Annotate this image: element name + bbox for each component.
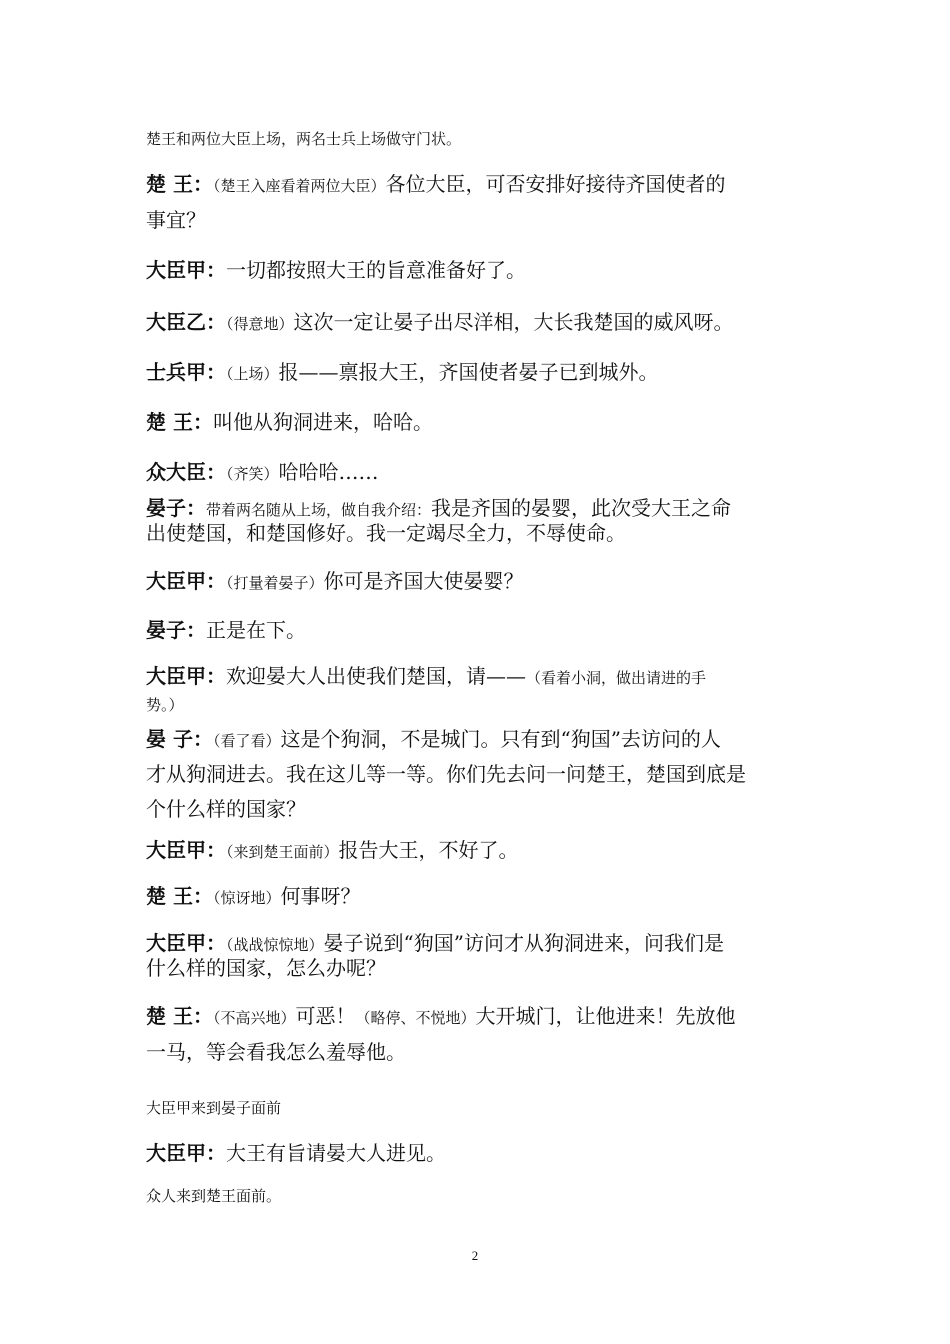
dialogue-text: 欢迎晏大人出使我们楚国，请—— <box>226 664 526 688</box>
dialogue-text: 你可是齐国大使晏婴？ <box>323 569 524 593</box>
speaker-label: 晏 子： <box>146 727 213 751</box>
speaker-label: 大臣甲： <box>146 569 226 593</box>
dialogue-text: 大王有旨请晏大人进见。 <box>226 1141 446 1165</box>
speaker-label: 楚 王： <box>146 410 213 434</box>
speaker-label: 晏子： <box>146 496 206 520</box>
dialogue-text: 我是齐国的晏婴，此次受大王之命 <box>431 496 732 520</box>
dialogue-line <box>146 727 816 753</box>
dialogue-continuation: 个什么样的国家？ <box>146 797 306 821</box>
dialogue-line <box>146 310 816 336</box>
stage-direction: （楚王入座看着两位大臣） <box>212 177 386 195</box>
speaker-label: 大臣乙： <box>146 310 226 334</box>
speaker-label: 大臣甲： <box>146 931 226 955</box>
stage-direction: （得意地） <box>226 315 294 333</box>
dialogue-text: 这次一定让晏子出尽洋相，大长我楚国的威风呀。 <box>293 310 734 334</box>
page-number: 2 <box>471 1248 479 1263</box>
speaker-label: 晏子： <box>146 618 206 642</box>
dialogue-line <box>146 1141 816 1165</box>
stage-direction-line: 众人来到楚王面前。 <box>146 1187 282 1205</box>
dialogue-text: 可恶！ <box>295 1004 356 1028</box>
dialogue-continuation: 出使楚国，和楚国修好。我一定竭尽全力，不辱使命。 <box>146 521 626 545</box>
stage-direction: （略停、不悦地） <box>355 1009 476 1027</box>
dialogue-continuation: 一马，等会看我怎么羞辱他。 <box>146 1040 406 1064</box>
dialogue-line <box>146 496 816 522</box>
dialogue-line <box>146 360 816 386</box>
speaker-label: 楚 王： <box>146 884 213 908</box>
dialogue-text: 正是在下。 <box>206 618 306 642</box>
dialogue-text: 报告大王，不好了。 <box>338 838 519 862</box>
speaker-label: 楚 王： <box>146 172 213 196</box>
speaker-label: 大臣甲： <box>146 1141 226 1165</box>
speaker-label: 大臣甲： <box>146 664 226 688</box>
dialogue-line <box>146 884 816 910</box>
dialogue-text: 哈哈哈…… <box>278 460 379 484</box>
stage-direction: （看了看） <box>212 732 281 750</box>
stage-direction: （战战惊惊地） <box>226 936 324 954</box>
stage-direction: （齐笑） <box>226 465 279 483</box>
speaker-label: 士兵甲： <box>146 360 226 384</box>
dialogue-text: 各位大臣，可否安排好接待齐国使者的 <box>385 172 726 196</box>
dialogue-text: 何事呀？ <box>280 884 361 908</box>
dialogue-continuation: 事宜？ <box>146 208 206 232</box>
dialogue-text: 这是个狗洞，不是城门。只有到“狗国”去访问的人 <box>280 727 721 751</box>
dialogue-line <box>146 838 816 864</box>
dialogue-text: 晏子说到“狗国”访问才从狗洞进来，问我们是 <box>323 931 724 955</box>
dialogue-line <box>146 931 816 957</box>
dialogue-line <box>146 410 816 434</box>
stage-direction: （来到楚王面前） <box>226 843 339 861</box>
stage-direction: （不高兴地） <box>212 1009 296 1027</box>
stage-direction: （看着小洞，做出请进的手 <box>526 669 707 687</box>
dialogue-text: 大开城门，让他进来！先放他 <box>475 1004 736 1028</box>
dialogue-line <box>146 460 816 486</box>
stage-direction: 带着两名随从上场，做自我介绍： <box>206 501 432 519</box>
dialogue-line <box>146 618 816 642</box>
speaker-label: 大臣甲： <box>146 258 226 282</box>
dialogue-text: 叫他从狗洞进来，哈哈。 <box>212 410 433 434</box>
dialogue-text: 报——禀报大王，齐国使者晏子已到城外。 <box>278 360 659 384</box>
dialogue-line <box>146 664 816 690</box>
dialogue-line <box>146 1004 816 1030</box>
speaker-label: 大臣甲： <box>146 838 226 862</box>
dialogue-line <box>146 258 816 282</box>
stage-direction: （惊讶地） <box>212 889 281 907</box>
dialogue-line <box>146 569 816 595</box>
speaker-label: 众大臣： <box>146 460 226 484</box>
dialogue-continuation: 才从狗洞进去。我在这儿等一等。你们先去问一问楚王，楚国到底是 <box>146 762 746 786</box>
stage-direction: （打量着晏子） <box>226 574 324 592</box>
speaker-label: 楚 王： <box>146 1004 213 1028</box>
dialogue-line <box>146 172 816 198</box>
stage-direction: （上场） <box>226 365 279 383</box>
dialogue-text: 一切都按照大王的旨意准备好了。 <box>226 258 526 282</box>
dialogue-continuation: 什么样的国家，怎么办呢？ <box>146 956 386 980</box>
stage-direction-line: 大臣甲来到晏子面前 <box>146 1099 282 1117</box>
stage-direction-line: 楚王和两位大臣上场，两名士兵上场做守门状。 <box>146 130 462 148</box>
dialogue-continuation: 势。） <box>146 696 184 714</box>
